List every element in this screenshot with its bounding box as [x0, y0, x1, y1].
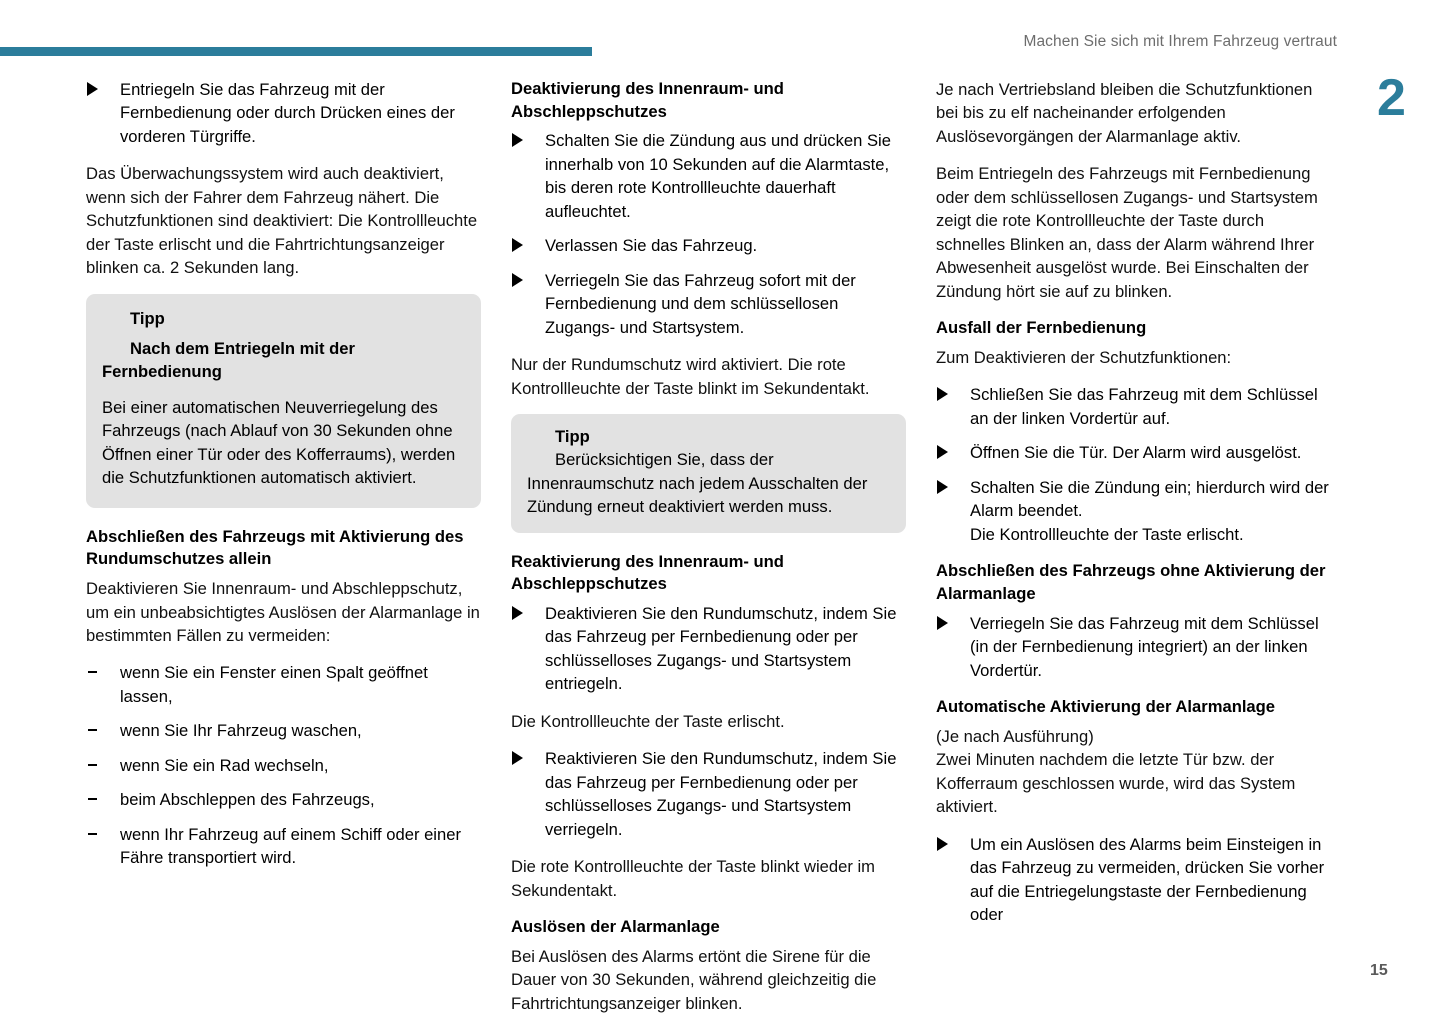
dash-bullet-icon — [88, 798, 97, 800]
section-heading: Ausfall der Fernbedienung — [936, 318, 1147, 338]
action-list-item-text: Entriegeln Sie das Fahrzeug mit der Fernbedienung oder durch Drücken eines der vorderen Türgriffe. — [120, 80, 455, 146]
triangle-bullet-icon — [512, 133, 523, 147]
paragraph: Je nach Vertriebsland bleiben die Schutzfunktionen bei bis zu elf nacheinander erfolgenden Auslösevorgängen der Alarmanlage aktiv. — [936, 80, 1313, 146]
action-list-item-text: Verlassen Sie das Fahrzeug. — [545, 236, 758, 256]
chapter-number: 2 — [1377, 69, 1405, 127]
paragraph: Zum Deaktivieren der Schutzfunktionen: — [936, 347, 1232, 367]
paragraph: (Je nach Ausführung) Zwei Minuten nachdem die letzte Tür bzw. der Kofferraum geschlossen wurde, wird das System aktiviert. — [936, 726, 1296, 817]
column-2 — [511, 78, 906, 1029]
action-list-item-text: Verriegeln Sie das Fahrzeug sofort mit der Fernbedienung und dem schlüssellosen Zugangs- und Startsystem. — [545, 270, 856, 337]
action-list-item — [936, 476, 1331, 546]
action-list-item-text: Schalten Sie die Zündung aus und drücken Sie innerhalb von 10 Sekunden auf die Alarmtaste, bis deren rote Kontrollleuchte dauerhaft aufleuchtet. — [545, 131, 891, 221]
action-list-item — [511, 602, 906, 696]
action-list — [936, 833, 1331, 927]
action-list-item-text: Deaktivieren Sie den Rundumschutz, indem Sie das Fahrzeug per Fernbedienung oder per schlüsselloses Zugangs- und Startsystem entriegeln. — [545, 603, 897, 694]
dash-list-item — [86, 788, 481, 811]
action-list — [511, 747, 906, 841]
triangle-bullet-icon — [937, 387, 948, 401]
header-rule — [0, 47, 592, 56]
dash-list-item-text: wenn Sie ein Fenster einen Spalt geöffnet lassen, — [120, 663, 428, 706]
triangle-bullet-icon — [512, 273, 523, 287]
section-heading: Abschließen des Fahrzeugs mit Aktivierung des Rundumschutzes allein — [86, 526, 464, 569]
triangle-bullet-icon — [512, 751, 523, 765]
tip-body: Berücksichtigen Sie, dass der Innenraumschutz nach jedem Ausschalten der Zündung erneut deaktiviert werden muss. — [527, 450, 868, 517]
tip-box — [86, 294, 481, 508]
dash-list-item — [86, 754, 481, 777]
section-heading: Auslösen der Alarmanlage — [511, 917, 720, 937]
dash-list-item-text: wenn Ihr Fahrzeug auf einem Schiff oder einer Fähre transportiert wird. — [120, 824, 461, 868]
triangle-bullet-icon — [937, 480, 948, 494]
dash-list-item — [86, 823, 481, 870]
action-list-item — [936, 612, 1331, 682]
action-list-item — [511, 269, 906, 339]
action-list — [86, 78, 481, 148]
tip-body: Bei einer automatischen Neuverriegelung des Fahrzeugs (nach Ablauf von 30 Sekunden ohne Öffnen einer Tür oder des Kofferraums), werden die Schutzfunktionen automatisch aktiviert. — [102, 397, 456, 488]
action-list-item — [511, 129, 906, 223]
action-list-item — [936, 833, 1331, 927]
dash-bullet-icon — [88, 729, 97, 731]
tip-subtitle: Nach dem Entriegeln mit der Fernbedienung — [102, 339, 355, 382]
paragraph: Das Überwachungssystem wird auch deaktiviert, wenn sich der Fahrer dem Fahrzeug nähert. Die Schutzfunktionen sind deaktiviert: Die Kontrollleuchte der Taste erlischt und die Fahrtrichtungsanzeiger blinken ca. 2 Sekunden lang. — [86, 164, 478, 278]
action-list-item — [511, 234, 906, 257]
triangle-bullet-icon — [512, 606, 523, 620]
dash-list-item-text: beim Abschleppen des Fahrzeugs, — [120, 790, 375, 810]
triangle-bullet-icon — [937, 616, 948, 630]
action-list-item-text: Reaktivieren Sie den Rundumschutz, indem Sie das Fahrzeug per Fernbedienung oder per schlüsselloses Zugangs- und Startsystem verriegeln. — [545, 749, 897, 839]
action-list-item-text: Schalten Sie die Zündung ein; hierdurch wird der Alarm beendet. Die Kontrollleuchte der Taste erlischt. — [970, 477, 1329, 544]
action-list-item-text: Verriegeln Sie das Fahrzeug mit dem Schlüssel (in der Fernbedienung integriert) an der linken Vordertür. — [970, 613, 1319, 680]
action-list-item-text: Öffnen Sie die Tür. Der Alarm wird ausgelöst. — [970, 443, 1302, 463]
dash-list-item — [86, 719, 481, 742]
triangle-bullet-icon — [512, 238, 523, 252]
tip-header — [102, 308, 465, 384]
dash-bullet-icon — [88, 833, 97, 835]
running-head: Machen Sie sich mit Ihrem Fahrzeug vertraut — [1023, 33, 1337, 50]
tip-header — [527, 426, 890, 448]
page-columns — [86, 78, 1331, 1029]
action-list — [511, 129, 906, 339]
section-heading: Abschließen des Fahrzeugs ohne Aktivierung der Alarmanlage — [936, 561, 1326, 603]
action-list — [936, 383, 1331, 546]
dash-list-item-text: wenn Sie Ihr Fahrzeug waschen, — [120, 721, 362, 741]
column-3 — [936, 78, 1331, 1029]
action-list-item — [511, 747, 906, 841]
paragraph: Nur der Rundumschutz wird aktiviert. Die rote Kontrollleuchte der Taste blinkt im Sekundentakt. — [511, 355, 870, 398]
action-list-item — [86, 78, 481, 148]
section-heading: Deaktivierung des Innenraum- und Abschleppschutzes — [511, 79, 784, 121]
column-1 — [86, 78, 481, 1029]
tip-title: Tipp — [555, 427, 590, 447]
page-number: 15 — [1370, 962, 1388, 979]
dash-bullet-icon — [88, 671, 97, 673]
triangle-bullet-icon — [87, 82, 98, 96]
dash-list-item-text: wenn Sie ein Rad wechseln, — [120, 755, 329, 775]
triangle-bullet-icon — [937, 445, 948, 459]
paragraph: Die Kontrollleuchte der Taste erlischt. — [511, 711, 785, 731]
dash-list-item — [86, 661, 481, 708]
section-heading: Automatische Aktivierung der Alarmanlage — [936, 697, 1276, 717]
action-list-item — [936, 441, 1331, 464]
tip-title: Tipp — [130, 308, 165, 328]
section-heading: Reaktivierung des Innenraum- und Abschleppschutzes — [511, 551, 784, 594]
paragraph: Beim Entriegeln des Fahrzeugs mit Fernbedienung oder dem schlüssellosen Zugangs- und Startsystem zeigt die rote Kontrollleuchte der Taste durch schnelles Blinken an, dass der Alarm während Ihrer Abwesenheit ausgelöst wurde. Bei Einschalten der Zündung hört sie auf zu blinken. — [936, 164, 1318, 301]
tip-box — [511, 414, 906, 532]
action-list-item-text: Um ein Auslösen des Alarms beim Einsteigen in das Fahrzeug zu vermeiden, drücken Sie vorher auf die Entriegelungstaste der Fernbedienung oder — [970, 834, 1325, 925]
dash-list — [86, 661, 481, 869]
paragraph: Deaktivieren Sie Innenraum- und Abschleppschutz, um ein unbeabsichtigtes Auslösen der Alarmanlage in bestimmten Fällen zu vermeiden: — [86, 579, 480, 645]
action-list — [511, 602, 906, 696]
triangle-bullet-icon — [937, 837, 948, 851]
dash-bullet-icon — [88, 764, 97, 766]
paragraph: Die rote Kontrollleuchte der Taste blinkt wieder im Sekundentakt. — [511, 857, 876, 900]
action-list — [936, 612, 1331, 682]
action-list-item — [936, 383, 1331, 430]
paragraph: Bei Auslösen des Alarms ertönt die Sirene für die Dauer von 30 Sekunden, während gleichzeitig die Fahrtrichtungsanzeiger blinken. — [511, 946, 877, 1013]
action-list-item-text: Schließen Sie das Fahrzeug mit dem Schlüssel an der linken Vordertür auf. — [970, 385, 1318, 428]
